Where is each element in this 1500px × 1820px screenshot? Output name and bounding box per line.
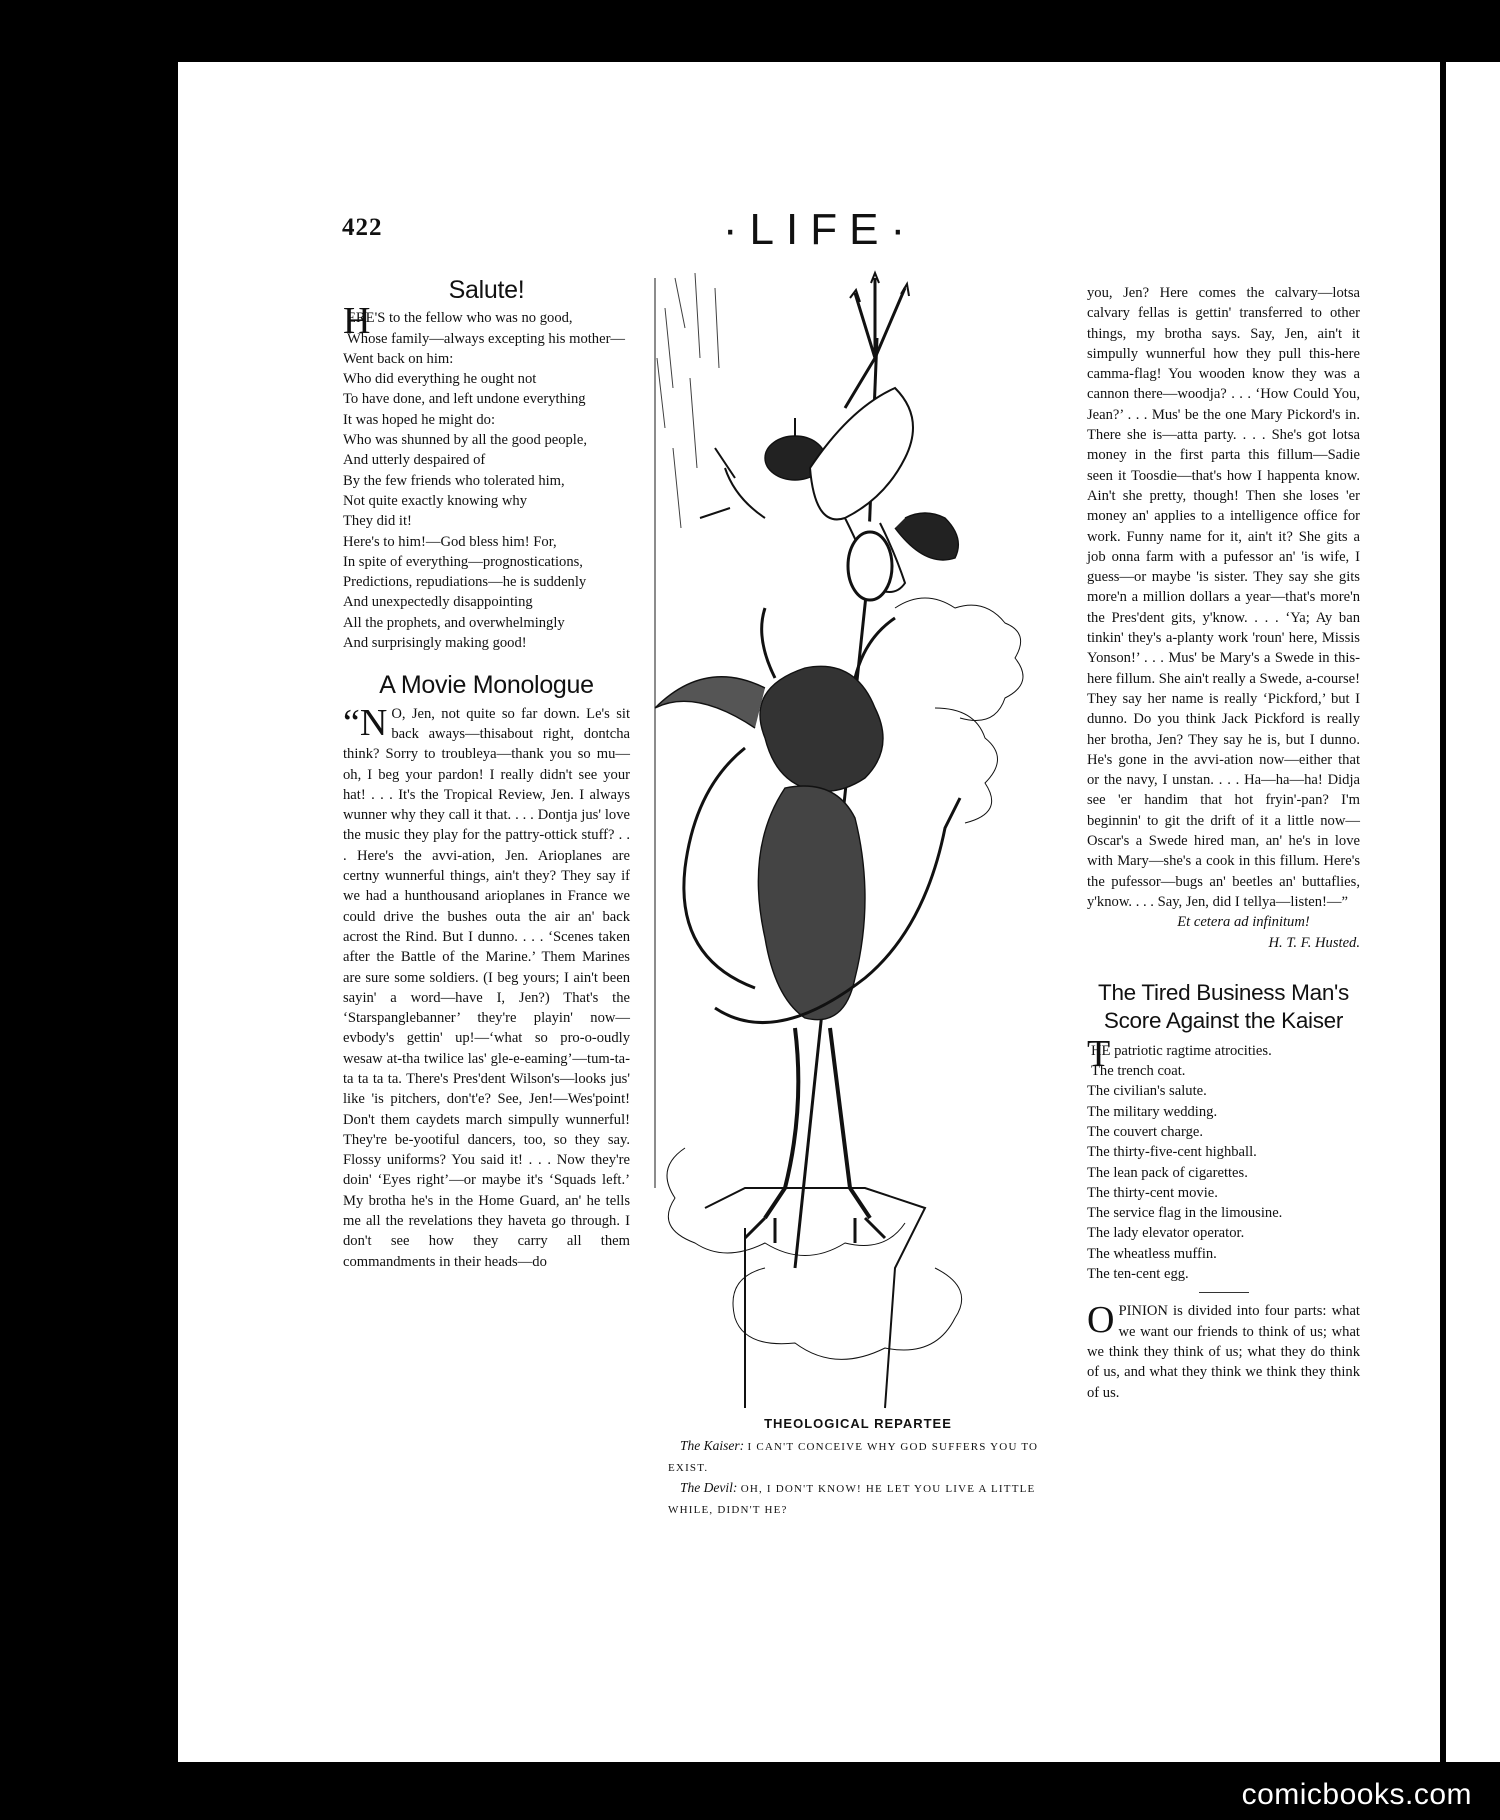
movie-monologue-title: A Movie Monologue [379,671,594,700]
opinion-paragraph [1087,1301,1360,1402]
poem-line: Predictions, repudiations—he is suddenly [343,574,587,591]
et-cetera-line: Et cetera ad infinitum! [1177,914,1310,931]
facing-page-edge [1446,62,1500,1762]
list-line: The trench coat. [1091,1063,1186,1080]
list-line: The service flag in the limousine. [1087,1205,1283,1222]
movie-text-part2: you, Jen? Here comes the calvary—lotsa calvary fellas is gettin' transferred to other things, my brotha says. Say, Jen, ain't it simpully wunnerful how they pull this-here camma-flag! You wooden know they was a cannon there—woodja? . . . ‘How Could You, Jean?’ . . . Mus' be the one Mary Pickord's in. There she is—atta party. . . . She's got lotsa money in the first parta this fillum—Sadie seen it Toosdie—that's how I happenta know. Ain't she pretty, though! Then she loses 'er money an' applies to a intelligence office for work. Funny name for it, ain't it? She gits a job onna farm with a pufessor an' 'is wife, I guess—or maybe 'is sister. They say she gits more'n a million dollars a year—that's more'n the Pres'dent gits, y'know. . . . ‘Ya; Ay ban tinkin' they's a-planty work 'roun' here, Missis Yonson!’ . . . Mus' be Mary's a Swede in this-here fillum. She ain't really a Swede, a-course! They say her name is really ‘Pickford,’ but I dunno. Do you think Jack Pickford is really her brotha, Jen? They say he is, but I dunno. He's gone in the avvi-ation now—either that or the navy, I unstan. . . . Ha—ha—ha! Didja see 'er handim that hot fryin'-pan? I'm beginnin' to git the drift of it a little now—Oscar's a Swede hired man, an' he's in love with Mary—she's a cook in this fillum. Here's the pufessor—bugs an' beetles an' buttaflies, y'know. . . . Say, Jen, did I tellya—listen!—” [1087,285,1360,910]
list-line: The ten-cent egg. [1087,1266,1189,1283]
drop-cap: “N [343,701,388,744]
poem-line: Who was shunned by all the good people, [343,432,587,449]
poem-line: And utterly despaired of [343,452,486,469]
poem-line: By the few friends who tolerated him, [343,472,565,489]
tired-business-man-title [1087,979,1360,1035]
masthead: ·LIFE· [722,205,918,254]
poem-line: And unexpectedly disappointing [343,594,533,611]
opinion-drop-cap: O [1087,1299,1115,1342]
list-line: The civilian's salute. [1087,1083,1207,1100]
devil-speaker: The Devil: [680,1480,738,1495]
list-line: THE patriotic ragtime atrocities. [1087,1032,1272,1075]
caption-title: THEOLOGICAL REPARTEE [764,1416,952,1431]
devil-kaiser-cartoon [645,268,1065,1413]
salute-title: Salute! [448,276,525,304]
kaiser-speaker: The Kaiser: [680,1438,745,1453]
page-number: 422 [342,214,383,241]
movie-text-part1: O, Jen, not quite so far down. Le's sit back aways—thisabout right, dontcha think? Sorry to troubleya—thank you so mu—oh, I beg your pardon! I really didn't see your hat! . . . It's the Tropical Review, Jen. I always wunner why they call it that. . . . Dontja jus' love the music they play for the pattry-ottick stuff? . . . Here's the avvi-ation, Jen. Arioplanes are certny wunnerful things, ain't they? They say if we had a hunthousand arioplanes in France we could drive the bushes outa the air an' back acrost the Rind. But I dunno. . . . ‘Scenes taken after the Battle of the Marine.’ Them Marines are sure some soldiers. (I beg yours; I ain't been sayin' a word—have I, Jen?) That's the ‘Starspanglebanner’ they're playin' now—evbody's gettin' up!—‘what so pro-o-oudly wesaw at-tha twilice las' gle-e-eaming’—tum-ta-ta ta ta ta. There's Pres'dent Wilson's—looks jus' like 'is pitchers, don't'e? See, Jen!—Wes'point! Don't them caydets march simpully wunnerful! They're be-yootiful dancers, too, so they say. Flossy uniforms? You said it! . . . Now they're doin' ‘Eyes right’—or maybe it's ‘Squads left.’ My brotha he's in the Home Guard, an' he tells me all the revelations they haveta go through. I don't see how they carry all them commandments in their heads—do [343,705,630,1270]
tired-title-line1: The Tired Business Man's [1098,979,1349,1005]
poem-line: HERE'S to the fellow who was no good, [343,300,573,343]
poem-line: In spite of everything—prognostications, [343,553,583,570]
tired-business-man-list [1087,1032,1360,1285]
movie-monologue-continued [1087,283,1360,953]
site-watermark: comicbooks.com [1241,1778,1472,1811]
list-line: The military wedding. [1087,1103,1218,1120]
tired-title-line2: Score Against the Kaiser [1103,1007,1344,1033]
poem-line: All the prophets, and overwhelmingly [343,614,565,631]
poem-line: Not quite exactly knowing why [343,492,528,509]
list-line: The couvert charge. [1087,1123,1204,1140]
devil-line: OH, I DON'T KNOW! HE LET YOU LIVE A LITTLE WHILE, DIDN'T HE? [668,1483,1036,1516]
poem-line: It was hoped he might do: [343,411,495,428]
section-divider [1199,1292,1249,1293]
salute-poem [343,300,630,653]
poem-line: Whose family—always excepting his mother— [347,330,626,347]
poem-line: And surprisingly making good! [343,635,527,652]
kaiser-line: I CAN'T CONCEIVE WHY GOD SUFFERS YOU TO EXIST. [668,1441,1039,1474]
poem-line: Who did everything he ought not [343,371,537,388]
opinion-text: PINION is divided into four parts: what we want our friends to think of us; what we think they think of us; what they do think of us, and what they think we think they think of us. [1087,1303,1360,1401]
left-column [343,276,630,1272]
author-signature: H. T. F. Husted. [1268,934,1360,951]
poem-line: Here's to him!—God bless him! For, [343,533,557,550]
list-line: The thirty-cent movie. [1087,1184,1218,1201]
list-line: The wheatless muffin. [1087,1245,1217,1262]
list-line: The thirty-five-cent highball. [1087,1144,1257,1161]
right-column [1087,283,1360,1403]
poem-line: They did it! [343,513,412,530]
list-line: The lean pack of cigarettes. [1087,1164,1248,1181]
poem-line: Went back on him: [343,350,454,367]
list-line: The lady elevator operator. [1087,1225,1245,1242]
poem-line: To have done, and left undone everything [343,391,586,408]
cartoon-caption [668,1414,1048,1520]
movie-monologue-text [343,701,630,1272]
